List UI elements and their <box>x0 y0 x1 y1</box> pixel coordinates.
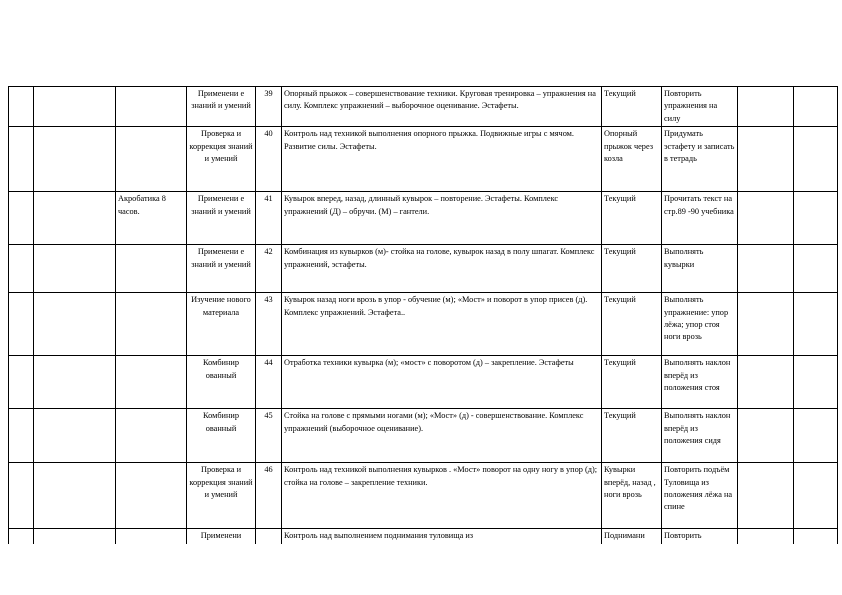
lesson-content-cell: Контроль над выполнением поднимания туловища из <box>282 529 602 544</box>
blank-cell <box>794 127 838 192</box>
blank-cell <box>34 293 116 356</box>
lesson-number-cell: 39 <box>256 87 282 127</box>
blank-cell <box>738 127 794 192</box>
lesson-type-cell: Комбинир ованный <box>187 409 256 463</box>
control-type-cell: Опорный прыжок через козла <box>602 127 662 192</box>
lesson-type-cell: Проверка и коррекция знаний и умений <box>187 463 256 529</box>
blank-cell <box>794 192 838 245</box>
homework-cell: Выполнять упражнение: упор лёжа; упор стоя ноги врозь <box>662 293 738 356</box>
table-row <box>9 192 838 245</box>
lesson-number-cell: 44 <box>256 356 282 409</box>
homework-cell: Выполнять кувырки <box>662 245 738 293</box>
blank-cell <box>9 192 34 245</box>
control-type-cell: Поднимани <box>602 529 662 544</box>
table-row <box>9 127 838 192</box>
control-type-cell: Текущий <box>602 245 662 293</box>
table-row <box>9 245 838 293</box>
blank-cell <box>794 87 838 127</box>
lesson-number-cell: 45 <box>256 409 282 463</box>
blank-cell <box>738 529 794 544</box>
lesson-content-cell: Кувырок вперед, назад, длинный кувырок – повторение. Эстафеты. Комплекс упражнений (Д) – обручи. (М) – гантели. <box>282 192 602 245</box>
lesson-type-cell: Применени е знаний и умений <box>187 87 256 127</box>
lesson-number-cell: 42 <box>256 245 282 293</box>
homework-cell: Выполнять наклон вперёд из положения стоя <box>662 356 738 409</box>
blank-cell <box>794 409 838 463</box>
lesson-number-cell: 40 <box>256 127 282 192</box>
homework-cell: Придумать эстафету и записать в тетрадь <box>662 127 738 192</box>
control-type-cell: Текущий <box>602 356 662 409</box>
blank-cell <box>738 293 794 356</box>
lesson-number-cell: 41 <box>256 192 282 245</box>
blank-cell <box>738 463 794 529</box>
section-cell <box>116 293 187 356</box>
lesson-plan-table <box>8 86 838 544</box>
lesson-type-cell: Применени е знаний и умений <box>187 245 256 293</box>
lesson-number-cell <box>256 529 282 544</box>
section-cell <box>116 127 187 192</box>
blank-cell <box>34 127 116 192</box>
section-cell: Акробатика 8 часов. <box>116 192 187 245</box>
blank-cell <box>9 127 34 192</box>
control-type-cell: Текущий <box>602 409 662 463</box>
lesson-type-cell: Проверка и коррекция знаний и умений <box>187 127 256 192</box>
section-cell <box>116 409 187 463</box>
blank-cell <box>9 293 34 356</box>
section-cell <box>116 245 187 293</box>
blank-cell <box>738 87 794 127</box>
lesson-type-cell: Изучение нового материала <box>187 293 256 356</box>
blank-cell <box>9 529 34 544</box>
lesson-content-cell: Опорный прыжок – совершенствование техники. Круговая тренировка – упражнения на силу. Комплекс упражнений – выборочное оценивание. Эстафеты. <box>282 87 602 127</box>
blank-cell <box>738 192 794 245</box>
table-row <box>9 463 838 529</box>
lesson-content-cell: Комбинация из кувырков (м)- стойка на голове, кувырок назад в полу шпагат. Комплекс упражнений, эстафеты. <box>282 245 602 293</box>
blank-cell <box>9 409 34 463</box>
lesson-content-cell: Контроль над техникой выполнения опорного прыжка. Подвижные игры с мячом. Развитие силы. Эстафеты. <box>282 127 602 192</box>
section-cell <box>116 463 187 529</box>
blank-cell <box>34 529 116 544</box>
homework-cell: Выполнять наклон вперёд из положения сидя <box>662 409 738 463</box>
lesson-type-cell: Применени <box>187 529 256 544</box>
blank-cell <box>34 192 116 245</box>
homework-cell: Повторить подъём Туловища из положения лёжа на спине <box>662 463 738 529</box>
blank-cell <box>738 409 794 463</box>
table-row <box>9 293 838 356</box>
blank-cell <box>34 87 116 127</box>
lesson-content-cell: Отработка техники кувырка (м); «мост» с поворотом (д) – закрепление. Эстафеты <box>282 356 602 409</box>
blank-cell <box>9 87 34 127</box>
blank-cell <box>738 245 794 293</box>
control-type-cell: Текущий <box>602 87 662 127</box>
blank-cell <box>34 245 116 293</box>
table-row <box>9 356 838 409</box>
control-type-cell: Кувырки вперёд, назад , ноги врозь <box>602 463 662 529</box>
blank-cell <box>9 463 34 529</box>
lesson-content-cell: Стойка на голове с прямыми ногами (м); «Мост» (д) - совершенствование. Комплекс упражнений (выборочное оценивание). <box>282 409 602 463</box>
homework-cell: Повторить <box>662 529 738 544</box>
homework-cell: Повторить упражнения на силу <box>662 87 738 127</box>
blank-cell <box>34 463 116 529</box>
section-cell <box>116 87 187 127</box>
control-type-cell: Текущий <box>602 192 662 245</box>
blank-cell <box>9 245 34 293</box>
blank-cell <box>794 245 838 293</box>
lesson-type-cell: Применени е знаний и умений <box>187 192 256 245</box>
lesson-number-cell: 43 <box>256 293 282 356</box>
homework-cell: Прочитать текст на стр.89 -90 учебника <box>662 192 738 245</box>
blank-cell <box>794 293 838 356</box>
lesson-content-cell: Кувырок назад ноги врозь в упор - обучение (м); «Мост» и поворот в упор присев (д). Комплекс упражнений. Эстафета.. <box>282 293 602 356</box>
blank-cell <box>34 409 116 463</box>
blank-cell <box>794 356 838 409</box>
blank-cell <box>34 356 116 409</box>
table-row <box>9 529 838 544</box>
lesson-number-cell: 46 <box>256 463 282 529</box>
section-cell <box>116 529 187 544</box>
blank-cell <box>794 463 838 529</box>
blank-cell <box>9 356 34 409</box>
control-type-cell: Текущий <box>602 293 662 356</box>
section-cell <box>116 356 187 409</box>
blank-cell <box>738 356 794 409</box>
table-row <box>9 87 838 127</box>
lesson-content-cell: Контроль над техникой выполнения кувырков . «Мост» поворот на одну ногу в упор (д); стойка на голове – закрепление техники. <box>282 463 602 529</box>
lesson-type-cell: Комбинир ованный <box>187 356 256 409</box>
blank-cell <box>794 529 838 544</box>
table-row <box>9 409 838 463</box>
